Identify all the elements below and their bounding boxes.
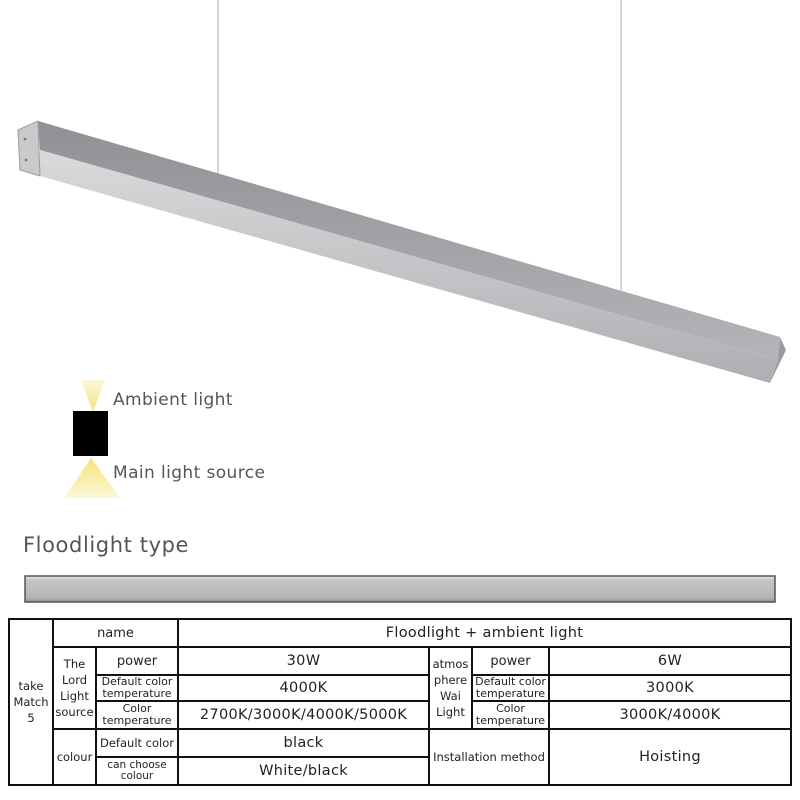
ambient-cct-label: Color temperature (471, 700, 550, 730)
main-cct-value: 2700K/3000K/4000K/5000K (177, 700, 430, 730)
optional-colour-label: can choose colour (95, 756, 179, 786)
ambient-default-cct-value: 3000K (548, 674, 792, 702)
product-group-cell: take Match 5 (8, 618, 54, 786)
installation-label: Installation method (428, 728, 550, 786)
ambient-power-label: power (471, 646, 550, 676)
section-title: Floodlight type (23, 533, 190, 557)
ambient-power-value: 6W (548, 646, 792, 676)
main-default-cct-value: 4000K (177, 674, 430, 702)
installation-value: Hoisting (548, 728, 792, 786)
main-cct-label: Color temperature (95, 700, 179, 730)
default-colour-label: Default color (95, 728, 179, 758)
main-default-cct-label: Default color temperature (95, 674, 179, 702)
main-power-value: 30W (177, 646, 430, 676)
ambient-light-label: Ambient light (113, 390, 233, 410)
default-colour-value: black (177, 728, 430, 758)
optional-colour-value: White/black (177, 756, 430, 786)
main-light-group: The Lord Light source (52, 646, 97, 730)
colour-group: colour (52, 728, 97, 786)
floodlight-profile (24, 575, 776, 603)
fixture-section-icon (73, 411, 108, 456)
ambient-glow-icon (78, 378, 108, 414)
ambient-cct-value: 3000K/4000K (548, 700, 792, 730)
name-label: name (52, 618, 179, 648)
ambient-default-cct-label: Default color temperature (471, 674, 550, 702)
main-power-label: power (95, 646, 179, 676)
spec-table (8, 618, 792, 786)
ambient-light-group: atmos phere Wai Light (428, 646, 473, 730)
name-value: Floodlight + ambient light (177, 618, 792, 648)
main-light-label: Main light source (113, 463, 266, 483)
